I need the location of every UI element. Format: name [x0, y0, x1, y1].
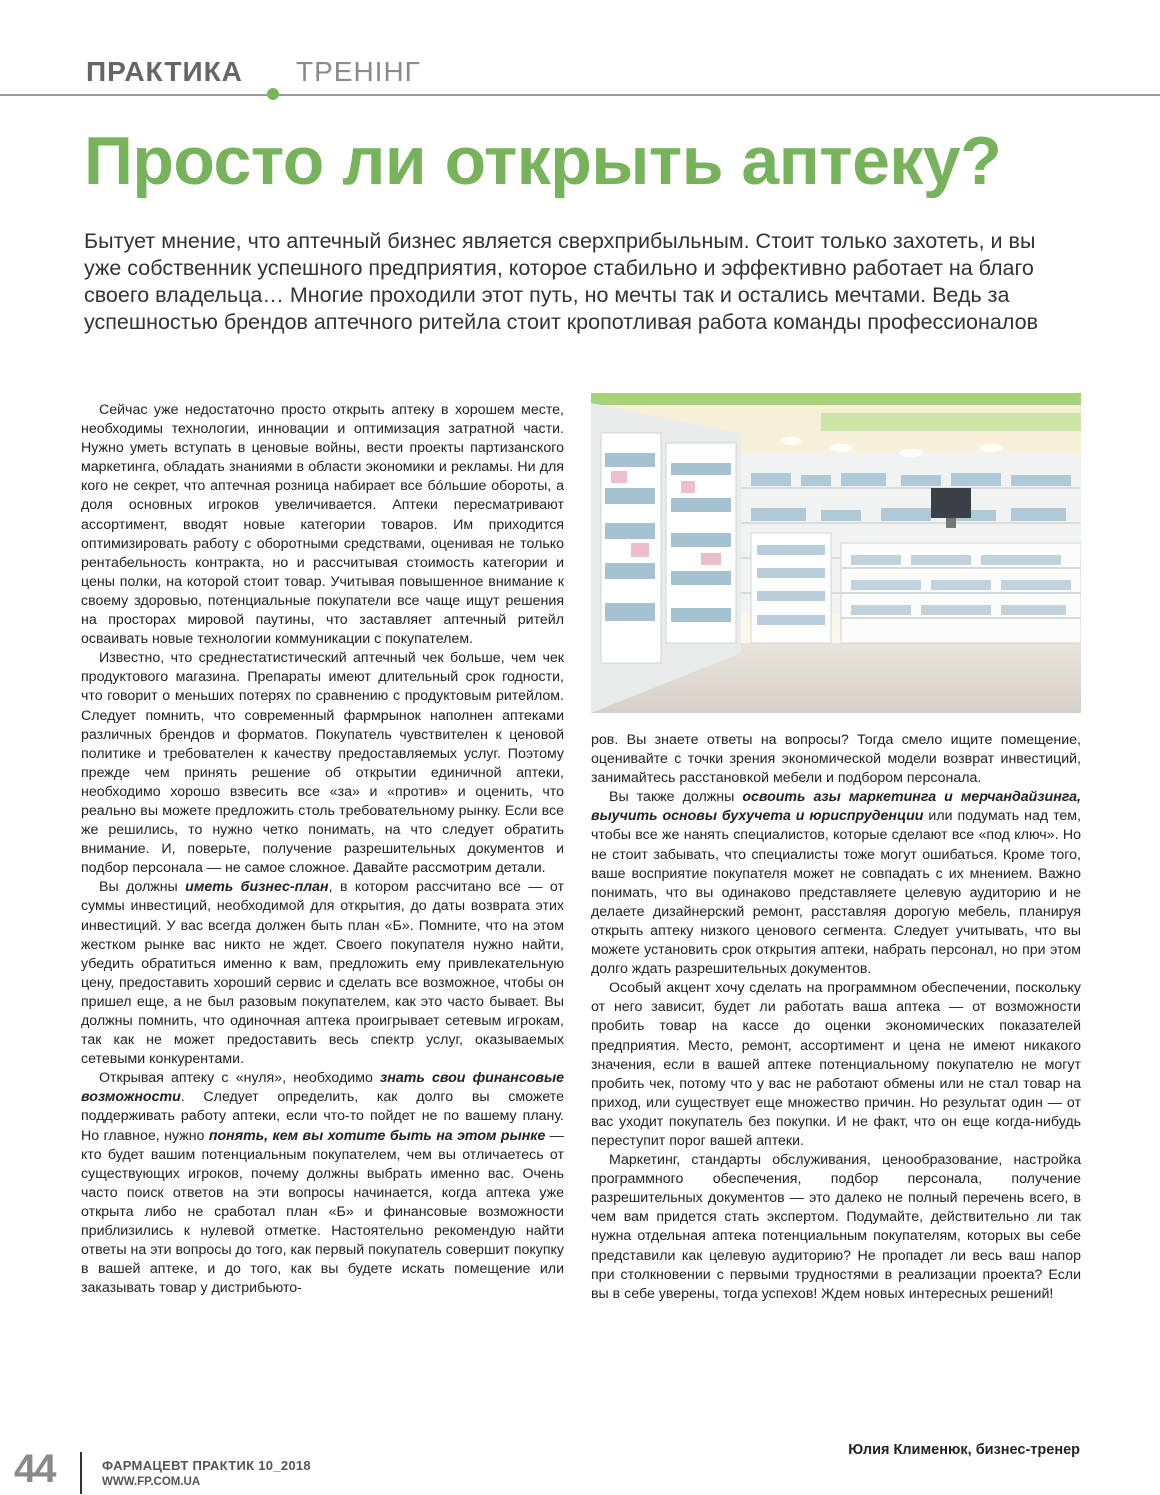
section-dot-icon	[267, 88, 279, 100]
footer-divider	[80, 1452, 82, 1494]
author-signature: Юлия Клименюк, бизнес-тренер	[848, 1442, 1080, 1458]
page-number: 44	[14, 1447, 55, 1491]
subsection-label: ТРЕНІНГ	[296, 56, 421, 87]
pharmacy-photo-illustration	[591, 393, 1081, 713]
paragraph: Вы должны иметь бизнес-план, в котором рассчитано все — от суммы инвестиций, необходимой для открытия, до даты возврата этих инвестиций. У вас всегда должен быть план «Б». Помните, что на этом жестком рынке вас никто не ждет. Своего покупателя нужно найти, убедить обратиться именно к вам, предложить ему привлекательную цену, предоставить хороший сервис и сделать все возможное, чтобы он пришел еще, а не был разовым покупателем, как это часто бывает. Вы должны помнить, что одиночная аптека проигрывает сетевым игрокам, так как не может предоставить весь спектр услуг, оказываемых сетевыми конкурентами.	[81, 879, 565, 1068]
paragraph: Сейчас уже недостаточно просто открыть аптеку в хорошем месте, необходимы технологии, инновации и оптимизация затратной части. Нужно уметь вступать в ценовые войны, вести проекты партизанского маркетинга, обладать знаниями в области экономики и рекламы. Ни для кого не секрет, что аптечная розница набирает все бóльшие обороты, а доля основных игроков увеличивается. Аптеки пересматривают ассортимент, вводят новые категории товаров. Им приходится оптимизировать работу с оборотными средствами, оценивая не только рентабельность контракта, но и рассчитывая стоимость категории и цены полки, на которой стоит товар. Учитывая повышенное внимание к своему здоровью, потенциальные покупатели все чаще ищут решения на просторах мировой паутины, что заставляет аптечный ритейл осваивать новые технологии коммуникации с покупателем.	[81, 402, 564, 648]
article-lead: Бытует мнение, что аптечный бизнес является сверхприбыльным. Стоит только захотеть, и вы уже собственник успешного предприятия, которое стабильно и эффективно работает на благо своего владельца… Многие проходили этот путь, но мечты так и остались мечтами. Ведь за успешностью брендов аптечного ритейла стоит кропотливая работа команды профессионалов	[84, 229, 1039, 334]
text-column-left	[81, 401, 564, 1298]
text-column-right	[591, 731, 1081, 1304]
magazine-issue: ФАРМАЦЕВТ ПРАКТИК 10_2018	[102, 1458, 311, 1473]
paragraph: ров. Вы знаете ответы на вопросы? Тогда смело ищите помещение, оценивайте с точки зрения экономической модели возврат инвестиций, занимайтесь расстановкой мебели и подбором персонала.	[591, 732, 1081, 787]
paragraph: Известно, что среднестатистический аптечный чек больше, чем чек продуктового магазина. Препараты имеют длительный срок годности, что говорит о меньших потерях по сравнению с продуктовым ритейлом. Следует помнить, что современный фармрынок наполнен аптеками различных брендов и форматов. Покупатель чувствителен к ценовой политике и требователен к качеству предоставляемых услуг. Поэтому прежде чем принять решение об открытии единичной аптеки, необходимо хорошо взвесить все «за» и «против» и оценить, что реально вы можете предложить столь требовательному рынку. Если все же решились, то нужно четко понимать, на что следует обратить внимание. И, поверьте, получение разрешительных документов и подбор персонала — не самое сложное. Давайте рассмотрим детали.	[81, 650, 564, 877]
header-rule	[0, 94, 1160, 96]
emphasis: освоить азы маркетинга и мерчандайзинга, выучить основы бухучета и юриспруденции	[591, 789, 1081, 825]
paragraph: Вы также должны освоить азы маркетинга и мерчандайзинга, выучить основы бухучета и юриспруденции или подумать над тем, чтобы все же нанять специалистов, которые сделают все «под ключ». Но не стоит забывать, что специалисты тоже могут ошибаться. Кроме того, ваше восприятие покупателя может не совпадать с их мнением. Важно понимать, что вы одинаково представляете целевую аудиторию и не делаете дизайнерский ремонт, расставляя дорогую мебель, планируя открыть аптеку низкого ценового сегмента. Следует учитывать, что вы можете установить срок открытия аптеки, набрать персонал, но при этом долго ждать разрешительных документов.	[591, 789, 1081, 978]
paragraph: Особый акцент хочу сделать на программном обеспечении, поскольку от него зависит, будет ли работать ваша аптека — от возможности пробить товар на кассе до оценки экономических показателей предприятия. Место, ремонт, ассортимент и цена не имеют никакого значения, если в вашей аптеке потенциальному покупателю не могут пробить чек, потому что у вас не работают обмены или не стал товар на приход, или существует еще множество причин. Но результат один — от вас уходит покупатель без покупки. И не факт, что он еще когда-нибудь переступит порог вашей аптеки.	[591, 980, 1081, 1149]
magazine-url[interactable]: WWW.FP.COM.UA	[102, 1476, 201, 1488]
emphasis: иметь бизнес-план	[185, 879, 329, 896]
section-label: ПРАКТИКА	[86, 56, 243, 87]
pharmacy-interior-photo	[591, 393, 1081, 713]
emphasis: понять, кем вы хотите быть на этом рынке	[208, 1127, 546, 1144]
paragraph: Открывая аптеку с «нуля», необходимо знать свои финансовые возможности. Следует определить, как долго вы сможете поддерживать работу аптеки, если что-то пойдет не по вашему плану. Но главное, нужно понять, кем вы хотите быть на этом рынке — кто будет вашим потенциальным покупателем, чем вы отличаетесь от существующих игроков, почему должны выбрать именно вас. Очень часто поиск ответов на эти вопросы начинается, когда аптека уже открыта либо не сработал план «Б» и финансовые возможности приблизились к нулевой отметке. Настоятельно рекомендую найти ответы на эти вопросы до того, как первый покупатель совершит покупку в вашей аптеке, и до того, как вы будете искать помещение или заказывать товар у дистрибьюто-	[81, 1070, 564, 1297]
emphasis: знать свои финансовые возможности	[81, 1070, 564, 1106]
paragraph: Маркетинг, стандарты обслуживания, ценообразование, настройка программного обеспечения, подбор персонала, получение разрешительных документов — это далеко не полный перечень всего, в чем вам придется стать экспертом. Подумайте, действительно ли так нужна отдельная аптека потенциальным покупателям, которых вы себе представили как целевую аудиторию? Не пропадет ли весь ваш напор при столкновении с первыми трудностями в реализации проекта? Если вы в себе уверены, тогда успехов! Ждем новых интересных решений!	[591, 1152, 1081, 1302]
article-title: Просто ли открыть аптеку?	[84, 123, 1002, 199]
